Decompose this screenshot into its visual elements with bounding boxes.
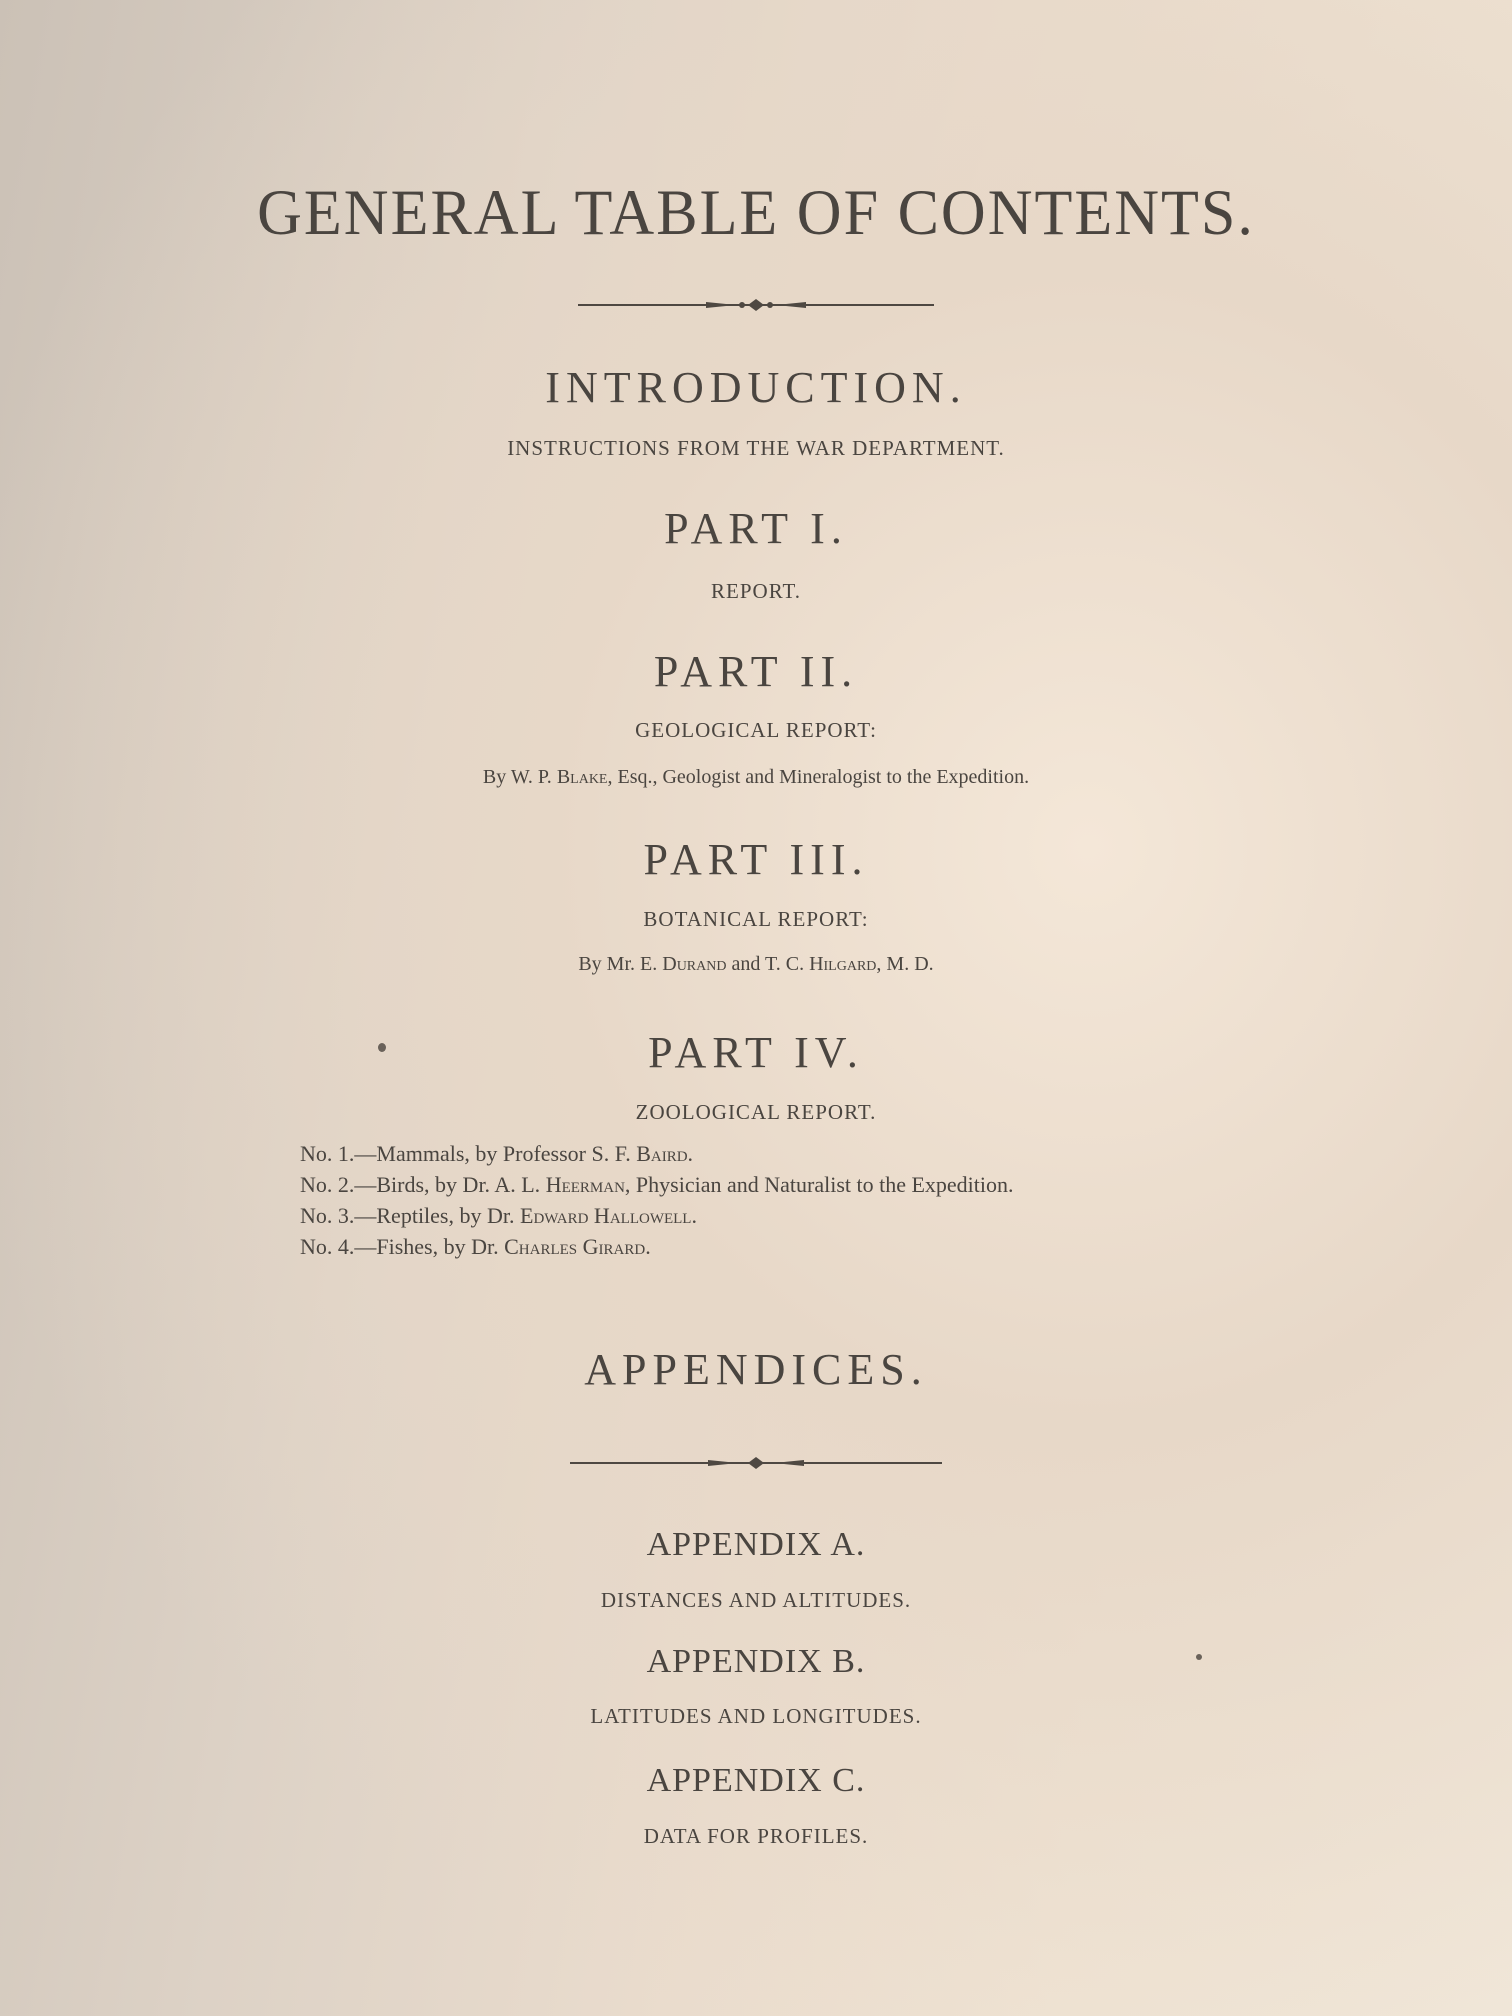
part2-byline: By W. P. Blake, Esq., Geologist and Mineralogist to the Expedition.: [482, 766, 1030, 788]
appendix-a-heading: APPENDIX A.: [646, 1526, 866, 1563]
zoological-contents-list: [300, 1138, 1014, 1262]
author-name: Hilgard: [809, 953, 877, 975]
part1-subtitle: REPORT.: [711, 579, 801, 603]
part3-subtitle: BOTANICAL REPORT:: [643, 907, 869, 931]
ornamental-rule-top: [0, 298, 1512, 312]
introduction-subtitle: INSTRUCTIONS FROM THE WAR DEPARTMENT.: [507, 436, 1005, 460]
part1-heading: PART I.: [664, 504, 848, 553]
part2-subtitle: GEOLOGICAL REPORT:: [635, 718, 877, 742]
part3-byline: By Mr. E. Durand and T. C. Hilgard, M. D.: [578, 953, 934, 975]
introduction-heading: INTRODUCTION.: [545, 363, 967, 412]
part4-subtitle: ZOOLOGICAL REPORT.: [635, 1100, 877, 1124]
part2-heading: PART II.: [653, 647, 859, 696]
appendix-b-subtitle: LATITUDES AND LONGITUDES.: [590, 1704, 922, 1728]
part3-heading: PART III.: [643, 835, 869, 884]
appendix-a-subtitle: DISTANCES AND ALTITUDES.: [600, 1588, 912, 1612]
ornamental-rule-bottom: [0, 1456, 1512, 1470]
author-name: Blake: [556, 766, 608, 788]
list-item: No. 3.—Reptiles, by Dr. Edward Hallowell.: [300, 1203, 697, 1228]
appendix-b-heading: APPENDIX B.: [646, 1643, 866, 1680]
list-item: No. 2.—Birds, by Dr. A. L. Heerman, Physician and Naturalist to the Expedition.: [300, 1172, 1014, 1197]
ink-speck: [1196, 1654, 1202, 1660]
list-item: No. 4.—Fishes, by Dr. Charles Girard.: [300, 1234, 651, 1259]
part4-heading: PART IV.: [648, 1028, 864, 1077]
page-title: GENERAL TABLE OF CONTENTS.: [257, 177, 1255, 249]
list-item: No. 1.—Mammals, by Professor S. F. Baird.: [300, 1141, 694, 1166]
appendix-c-subtitle: DATA FOR PROFILES.: [643, 1824, 869, 1848]
appendices-heading: APPENDICES.: [584, 1345, 928, 1394]
author-name: Durand: [662, 953, 727, 975]
ink-speck: [378, 1043, 386, 1052]
appendix-c-heading: APPENDIX C.: [646, 1762, 866, 1799]
